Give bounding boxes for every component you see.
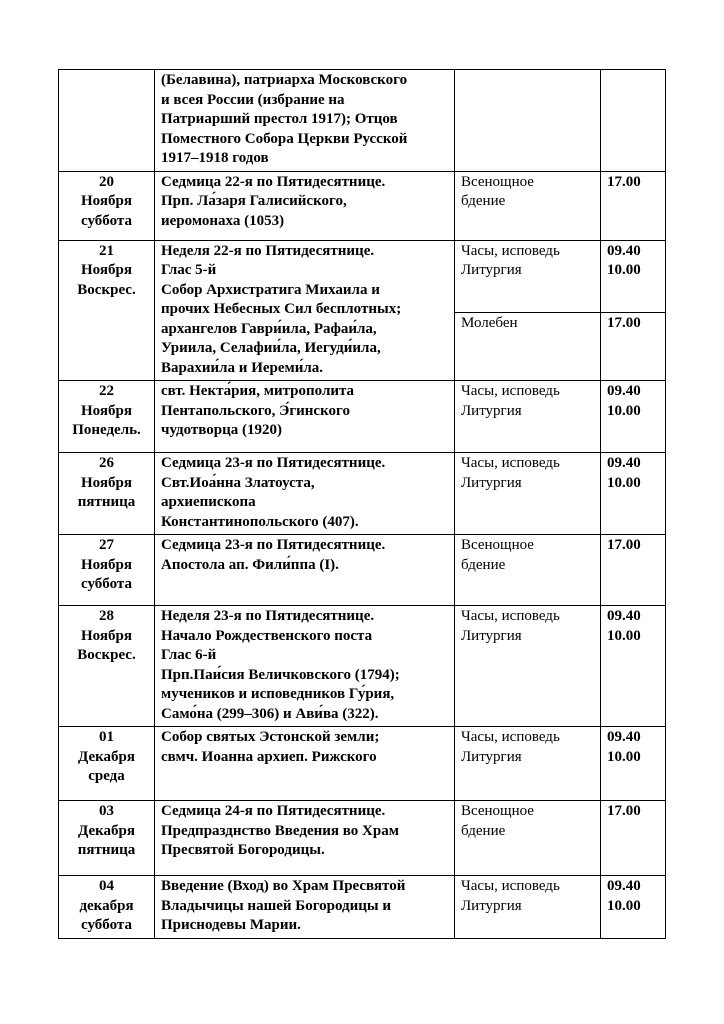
text-line: 1917–1918 годов xyxy=(161,150,269,166)
text-line: Литургия xyxy=(461,262,522,278)
text-line: 28 xyxy=(99,608,114,624)
text-line: бдение xyxy=(461,822,506,839)
commemoration-cell xyxy=(155,453,455,535)
service-cell xyxy=(455,876,601,939)
text-line: Молебен xyxy=(461,314,518,331)
schedule-body xyxy=(59,70,666,939)
service-cell xyxy=(455,171,601,240)
text-line: Ноября xyxy=(81,627,132,644)
text-line: Начало Рождественского поста xyxy=(161,627,373,644)
time-cell xyxy=(601,606,666,727)
text-line: Седмица 23-я по Пятидесятнице. xyxy=(161,537,386,553)
text-line: суббота xyxy=(81,917,132,933)
text-line: Литургия xyxy=(461,627,522,644)
time-cell xyxy=(601,70,666,172)
text-line: 17.00 xyxy=(607,537,641,553)
schedule-row xyxy=(59,535,666,606)
text-line: чудотворца (1920) xyxy=(161,422,282,438)
schedule-row xyxy=(59,240,666,312)
text-line: Прп.Паи́сия Величковского (1794); xyxy=(161,666,400,683)
schedule-row xyxy=(59,381,666,453)
text-line: суббота xyxy=(81,576,132,592)
commemoration-cell xyxy=(155,801,455,876)
date-cell xyxy=(59,606,155,727)
text-line: 17.00 xyxy=(607,803,641,819)
text-line: мучеников и исповедников Гу́рия, xyxy=(161,686,395,702)
text-line: 17.00 xyxy=(607,314,641,331)
schedule-row xyxy=(59,727,666,801)
time-cell xyxy=(601,876,666,939)
schedule-row xyxy=(59,876,666,939)
text-line: Поместного Собора Церкви Русской xyxy=(161,130,408,147)
text-line: Предпразднство Введения во Храм xyxy=(161,822,399,839)
text-line: Глас 5-й xyxy=(161,262,217,278)
schedule-row xyxy=(59,171,666,240)
schedule-table xyxy=(58,69,666,939)
text-line: 01 xyxy=(99,729,114,745)
text-line: Часы, исповедь xyxy=(461,455,560,471)
text-line: Всенощное xyxy=(461,537,534,553)
date-cell xyxy=(59,171,155,240)
text-line: бдение xyxy=(461,556,506,573)
text-line: 27 xyxy=(99,537,114,553)
service-cell xyxy=(455,312,601,380)
text-line: Седмица 22-я по Пятидесятнице. xyxy=(161,173,386,190)
text-line: архиепископа xyxy=(161,494,256,510)
text-line: 26 xyxy=(99,455,114,471)
text-line: Литургия xyxy=(461,748,522,765)
text-line: Часы, исповедь xyxy=(461,878,560,894)
text-line: пятница xyxy=(77,494,136,510)
schedule-row xyxy=(59,70,666,172)
text-line: Свт.Иоа́нна Златоуста, xyxy=(161,474,315,491)
text-line: Ноября xyxy=(81,193,132,209)
text-line: Часы, исповедь xyxy=(461,729,560,745)
date-cell xyxy=(59,453,155,535)
text-line: 09.40 xyxy=(607,729,641,745)
schedule-row xyxy=(59,606,666,727)
text-line: 03 xyxy=(99,803,114,819)
commemoration-cell xyxy=(155,876,455,939)
commemoration-cell xyxy=(155,606,455,727)
text-line: Ноября xyxy=(81,474,132,491)
text-line: 21 xyxy=(99,242,114,259)
schedule-row xyxy=(59,453,666,535)
text-line: Собор Архистратига Михаила и xyxy=(161,281,380,298)
text-line: Патриарший престол 1917); Отцов xyxy=(161,111,398,127)
service-cell xyxy=(455,535,601,606)
text-line: Само́на (299–306) и Ави́ва (322). xyxy=(161,705,379,722)
commemoration-cell xyxy=(155,70,455,172)
text-line: Варахии́ла и Иереми́ла. xyxy=(161,359,324,376)
text-line: Пентапольского, Э́гинского xyxy=(161,402,350,419)
service-cell xyxy=(455,801,601,876)
date-cell xyxy=(59,381,155,453)
text-line: Часы, исповедь xyxy=(461,242,560,259)
text-line: декабря xyxy=(79,897,134,914)
text-line: свмч. Иоанна архиеп. Рижского xyxy=(161,748,377,765)
text-line: Литургия xyxy=(461,474,522,491)
date-cell xyxy=(59,876,155,939)
text-line: 17.00 xyxy=(607,173,641,190)
text-line: Уриила, Селафии́ла, Иегуди́ила, xyxy=(161,340,381,356)
text-line: 22 xyxy=(99,383,114,399)
text-line: 20 xyxy=(99,173,114,190)
date-cell xyxy=(59,535,155,606)
time-cell xyxy=(601,171,666,240)
text-line: 09.40 xyxy=(607,383,641,399)
service-cell xyxy=(455,453,601,535)
commemoration-cell xyxy=(155,240,455,381)
time-cell xyxy=(601,240,666,312)
service-cell xyxy=(455,727,601,801)
commemoration-cell xyxy=(155,727,455,801)
text-line: Часы, исповедь xyxy=(461,608,560,624)
time-cell xyxy=(601,312,666,380)
text-line: Декабря xyxy=(77,748,136,765)
text-line: Часы, исповедь xyxy=(461,383,560,399)
service-cell xyxy=(455,240,601,312)
text-line: и всея России (избрание на xyxy=(161,91,345,108)
schedule-row xyxy=(59,801,666,876)
text-line: Введение (Вход) во Храм Пресвятой xyxy=(161,878,406,894)
text-line: прочих Небесных Сил бесплотных; xyxy=(161,301,402,317)
text-line: 10.00 xyxy=(607,627,641,644)
text-line: 09.40 xyxy=(607,608,641,624)
text-line: свт. Некта́рия, митрополита xyxy=(161,383,355,399)
time-cell xyxy=(601,453,666,535)
text-line: среда xyxy=(88,768,125,784)
commemoration-cell xyxy=(155,381,455,453)
commemoration-cell xyxy=(155,535,455,606)
text-line: 04 xyxy=(99,878,114,894)
text-line: Всенощное xyxy=(461,803,534,819)
text-line: бдение xyxy=(461,193,506,209)
text-line: Воскрес. xyxy=(77,281,136,298)
text-line: Глас 6-й xyxy=(161,647,217,663)
text-line: 10.00 xyxy=(607,897,641,914)
text-line: 10.00 xyxy=(607,748,641,765)
text-line: Владычицы нашей Богородицы и xyxy=(161,897,392,914)
date-cell xyxy=(59,70,155,172)
text-line: Ноября xyxy=(81,402,132,419)
service-cell xyxy=(455,70,601,172)
text-line: Декабря xyxy=(77,822,136,839)
text-line: суббота xyxy=(81,212,132,229)
text-line: Литургия xyxy=(461,897,522,914)
time-cell xyxy=(601,535,666,606)
date-cell xyxy=(59,240,155,381)
text-line: иеромонаха (1053) xyxy=(161,212,285,229)
text-line: Воскрес. xyxy=(77,647,136,663)
text-line: Понедель. xyxy=(72,422,141,438)
text-line: 10.00 xyxy=(607,262,641,278)
text-line: Апостола ап. Фили́ппа (I). xyxy=(161,556,339,573)
text-line: Константинопольского (407). xyxy=(161,513,359,530)
service-cell xyxy=(455,381,601,453)
date-cell xyxy=(59,801,155,876)
time-cell xyxy=(601,801,666,876)
text-line: 09.40 xyxy=(607,242,641,259)
text-line: Неделя 22-я по Пятидесятнице. xyxy=(161,242,375,259)
text-line: Неделя 23-я по Пятидесятнице. xyxy=(161,608,375,624)
text-line: 10.00 xyxy=(607,402,641,419)
text-line: Ноября xyxy=(81,262,132,278)
commemoration-cell xyxy=(155,171,455,240)
date-cell xyxy=(59,727,155,801)
service-cell xyxy=(455,606,601,727)
time-cell xyxy=(601,381,666,453)
text-line: Седмица 23-я по Пятидесятнице. xyxy=(161,455,386,471)
text-line: Собор святых Эстонской земли; xyxy=(161,729,380,745)
text-line: Прп. Ла́заря Галисийского, xyxy=(161,193,347,209)
text-line: Ноября xyxy=(81,556,132,573)
text-line: Приснодевы Марии. xyxy=(161,917,301,933)
text-line: (Белавина), патриарха Московского xyxy=(161,72,408,88)
text-line: Седмица 24-я по Пятидесятнице. xyxy=(161,803,386,819)
text-line: Литургия xyxy=(461,402,522,419)
text-line: 09.40 xyxy=(607,455,641,471)
text-line: 09.40 xyxy=(607,878,641,894)
text-line: 10.00 xyxy=(607,474,641,491)
text-line: архангелов Гаври́ила, Рафаи́ла, xyxy=(161,320,377,337)
text-line: Пресвятой Богородицы. xyxy=(161,842,325,858)
time-cell xyxy=(601,727,666,801)
text-line: Всенощное xyxy=(461,173,534,190)
text-line: пятница xyxy=(77,842,136,858)
